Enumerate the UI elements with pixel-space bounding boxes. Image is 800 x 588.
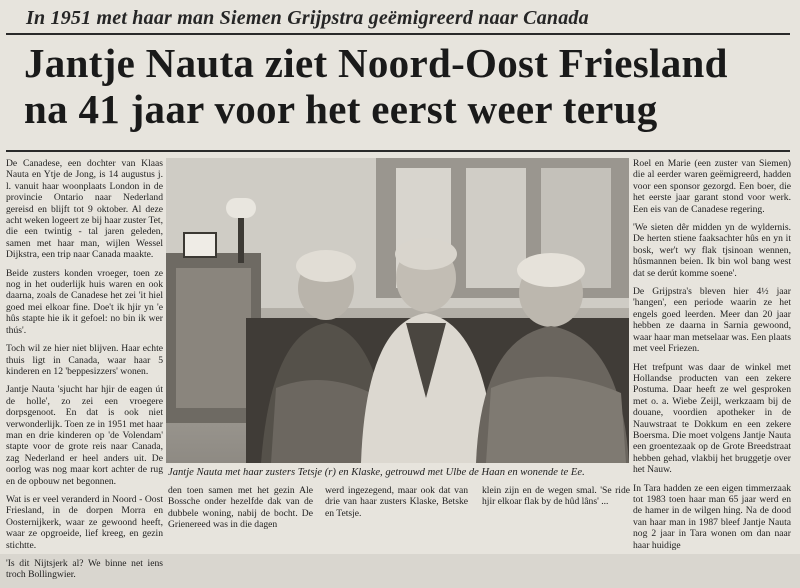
- paragraph: werd ingezegend, maar ook dat van drie van haar zusters Klaske, Betske en Tetsje.: [325, 485, 468, 519]
- kicker-line: In 1951 met haar man Siemen Grijpstra geëmigreerd naar Canada: [26, 7, 589, 29]
- paragraph: den toen samen met het gezin Ale Bossche onder hezelfde dak van de dubbele woning, nabij de bocht. De Grienereed was in die dagen: [168, 485, 313, 531]
- paragraph: Het trefpunt was daar de winkel met Hollandse producten van een zekere Postuma. Daar heeft ze wel gesproken met o. a. Wiebe Zeijl, werkzaam bij de douane, voordien apotheker in de Nauwstraat te Dokkum en een zekere Boersma. Die moet volgens Jantje Nauta een groentezaak op de Grote Breedstraat hebben gehad, vlakbij het bruggetje over het Nauw.: [633, 361, 791, 476]
- article-column-1: [6, 158, 163, 588]
- paragraph: De Grijpstra's bleven hier 4½ jaar 'hangen', een periode waarin ze het engels goed leerden. Meer dan 20 jaar hebben ze daarna in Sarnia gewoond, waar haar man metselaar was. Een plaats met veel Friezen.: [633, 286, 791, 355]
- paragraph: In Tara hadden ze een eigen timmerzaak tot 1983 toen haar man 65 jaar werd en de hamer in de wilgen hing. Na de dood van haar man in 1987 bleef Jantje Nauta nog 2 jaar in Tara wonen om dan naar haar huidige: [633, 482, 791, 551]
- kicker-rule: [6, 33, 790, 35]
- paragraph: Jantje Nauta 'sjucht har hjir de eagen út de holle', zo zei een vroegere dorpsgenoot. En dat is ook niet verwonderlijk. Toen ze in 1951 met haar man en drie kinderen op 'de Volendam' stapte voor de grote reis naar Canada, zag Nederland er heel anders uit. De oorlog was nog maar kort achter de rug en de opbouw net begonnen.: [6, 384, 163, 487]
- headline-rule: [6, 150, 790, 152]
- photo-illustration: [166, 158, 629, 463]
- paragraph: 'We sieten dêr midden yn de wyldernis. De herten stiene faaksachter hûs en yn it bosk, wer't wy flak tjsinoan wennen, hûsmannen beien. Ik bin wol bang west dat se derút komme soene'.: [633, 222, 791, 279]
- article-column-2: [168, 485, 313, 531]
- paragraph: Beide zusters konden vroeger, toen ze nog in het ouderlijk huis waren en ook daarna, zoals de Canadese het zei 'it hiel goed mei elkoar fine. Doe't ik hjir yn 'e hûs stapte hie ik it gefoel: no bin ik wer thús'.: [6, 267, 163, 336]
- paragraph: Roel en Marie (een zuster van Siemen) die al eerder waren geëmigreerd, hadden voor een sponsor gezorgd. Een boer, die het eerste jaar garant stond voor werk. Een eis van de Canadese regering.: [633, 158, 791, 215]
- article-column-5: [633, 158, 791, 558]
- headline-line-2: na 41 jaar voor het eerst weer terug: [24, 86, 658, 132]
- photo-three-sisters: [166, 158, 629, 463]
- article-column-3: [325, 485, 468, 519]
- article-column-4: [482, 485, 630, 508]
- paragraph: klein zijn en de wegen smal. 'Se ride hjir elkoar flak by de hûd lâns' ...: [482, 485, 630, 508]
- paragraph: Wat is er veel veranderd in Noord - Oost Friesland, in de dorpen Morra en Oosternijkerk, waar ze gewoond heeft, waar ze opgroeide, lief kreeg, en gezin stichtte.: [6, 493, 163, 551]
- headline: [24, 40, 794, 132]
- paragraph: De Canadese, een dochter van Klaas Nauta en Ytje de Jong, is 14 augustus j. l. vanuit haar woonplaats London in de provincie Ontario naar Nederland gereisd en blijft tot 9 oktober. Al deze acht weken logeert ze bij haar zuster Tet, die een twintig - tal jaren geleden, samen met haar man, wijlen Wessel Dijkstra, een trip naar Canada maakte.: [6, 158, 163, 261]
- photo-caption: Jantje Nauta met haar zusters Tetsje (r) en Klaske, getrouwd met Ulbe de Haan en wonende te Ee.: [168, 467, 585, 478]
- paragraph: Toch wil ze hier niet blijven. Haar echte thuis ligt in Canada, waar haar 5 kinderen en 12 'beppesizzers' wonen.: [6, 343, 163, 377]
- paragraph: 'Is dit Nijtsjerk al? We binne net iens troch Bollingwier.: [6, 558, 163, 581]
- headline-line-1: Jantje Nauta ziet Noord-Oost Friesland: [24, 40, 728, 86]
